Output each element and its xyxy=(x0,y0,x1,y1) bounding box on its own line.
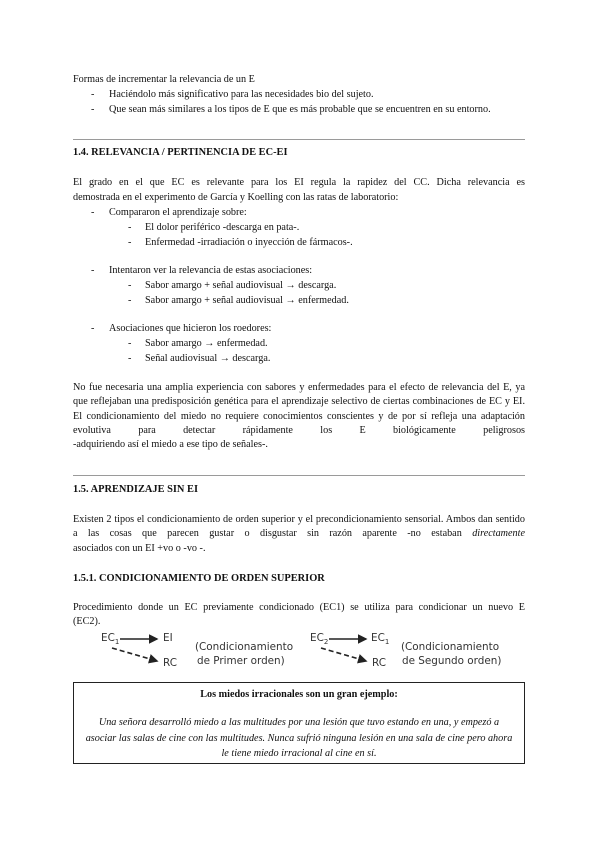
diagram1-target: EI xyxy=(163,632,173,644)
example-box-text: Una señora desarrolló miedo a las multitudes por una lesión que tuvo estando en una, y empezó a asociar las salas de cine con las multitudes. Nunca sufrió ninguna lesión en una sala de cine pero ahora le tiene miedo irracional al cine en sí. xyxy=(85,717,513,759)
bullet-dash: - xyxy=(91,89,95,100)
diagram1-caption-1: (Condicionamiento xyxy=(195,641,294,653)
section14-para-line2: demostrada en el experimento de García y Koelling con las ratas de laboratorio: xyxy=(73,192,399,203)
group1-item-2: Enfermedad -irradiación o inyección de fármacos-. xyxy=(145,237,353,248)
diagram1-response: RC xyxy=(163,657,177,669)
intro-item-2: Que sean más similares a los tipos de E que es más probable que se encuentren en su entorno. xyxy=(109,104,491,115)
section14-closing: No fue necesaria una amplia experiencia con sabores y enfermedades para el efecto de relevancia del E, ya que reflejaban una predisposición genética para el aprendizaje selectivo de ciertas combinaciones de EC y EI. El condicionamiento del miedo no requiere conocimientos conscientes y de por sí refleja una adaptación evolutiva para detectar rápidamente los E biológicamente peligrosos xyxy=(73,382,525,437)
section15-para-end: asociados con un EI +vo o -vo -. xyxy=(73,543,206,554)
bullet-dash: - xyxy=(128,280,132,291)
section151-para-last: (EC2). xyxy=(73,616,101,627)
section151-para: Procedimiento donde un EC previamente condicionado (EC1) se utiliza para condicionar un nuevo E xyxy=(73,602,525,613)
group2-item-1: Sabor amargo + señal audiovisual → descarga. xyxy=(145,280,337,291)
diagram1-ec-sub: 1 xyxy=(114,638,120,647)
group1-label: Compararon el aprendizaje sobre: xyxy=(109,207,247,218)
example-box-title: Los miedos irracionales son un gran ejemplo: xyxy=(200,689,398,700)
diagram2-target-label xyxy=(371,632,389,646)
example-box xyxy=(73,682,525,764)
section-heading-1-5-1: 1.5.1. CONDICIONAMIENTO DE ORDEN SUPERIOR xyxy=(73,573,325,584)
section-heading-1-4: 1.4. RELEVANCIA / PERTINENCIA DE EC-EI xyxy=(73,147,288,158)
diagram2-target: EC xyxy=(371,632,385,644)
group3-item-1: Sabor amargo → enfermedad. xyxy=(145,338,268,349)
intro-item-1: Haciéndolo más significativo para las necesidades bio del sujeto. xyxy=(109,89,374,100)
group2-label: Intentaron ver la relevancia de estas asociaciones: xyxy=(109,265,313,276)
diagram1-dashed-arrow xyxy=(112,648,157,661)
intro-title: Formas de incrementar la relevancia de un E xyxy=(73,74,255,85)
section14-closing-last: -adquiriendo así el miedo a ese tipo de señales-. xyxy=(73,439,268,450)
diagram2-ec-label xyxy=(310,632,328,646)
diagram2-ec-sub: 2 xyxy=(323,638,329,647)
bullet-dash: - xyxy=(128,222,132,233)
group3-item-2: Señal audiovisual → descarga. xyxy=(145,353,271,364)
diagram2-dashed-arrow xyxy=(321,648,366,661)
bullet-dash: - xyxy=(128,338,132,349)
group1-item-1: El dolor periférico -descarga en pata-. xyxy=(145,222,300,233)
diagram2-caption-1: (Condicionamiento xyxy=(401,641,500,653)
bullet-dash: - xyxy=(128,237,132,248)
bullet-dash: - xyxy=(91,104,95,115)
bullet-dash: - xyxy=(91,265,95,276)
diagram1-caption-2: de Primer orden) xyxy=(197,655,285,667)
section15-para-text: Existen 2 tipos el condicionamiento de orden superior y el precondicionamiento sensorial. Ambos dan sentido a las cosas que parecen gustar o disgustar sin razón aparente -no estaban xyxy=(73,514,525,540)
bullet-dash: - xyxy=(91,323,95,334)
bullet-dash: - xyxy=(128,353,132,364)
section14-para-line1: El grado en el que EC es relevante para los EI regula la rapidez del CC. Dicha relevancia es xyxy=(73,177,525,188)
section-heading-1-5: 1.5. APRENDIZAJE SIN EI xyxy=(73,484,199,495)
diagram1-ec: EC xyxy=(101,632,115,644)
diagram2-target-sub: 1 xyxy=(384,638,390,647)
section15-para-italic: directamente xyxy=(472,528,525,540)
diagram2-ec: EC xyxy=(310,632,324,644)
group2-item-2: Sabor amargo + señal audiovisual → enfermedad. xyxy=(145,295,349,306)
group3-label: Asociaciones que hicieron los roedores: xyxy=(109,323,272,334)
bullet-dash: - xyxy=(128,295,132,306)
diagram2-response: RC xyxy=(372,657,386,669)
diagram2-caption-2: de Segundo orden) xyxy=(402,655,502,667)
bullet-dash: - xyxy=(91,207,95,218)
